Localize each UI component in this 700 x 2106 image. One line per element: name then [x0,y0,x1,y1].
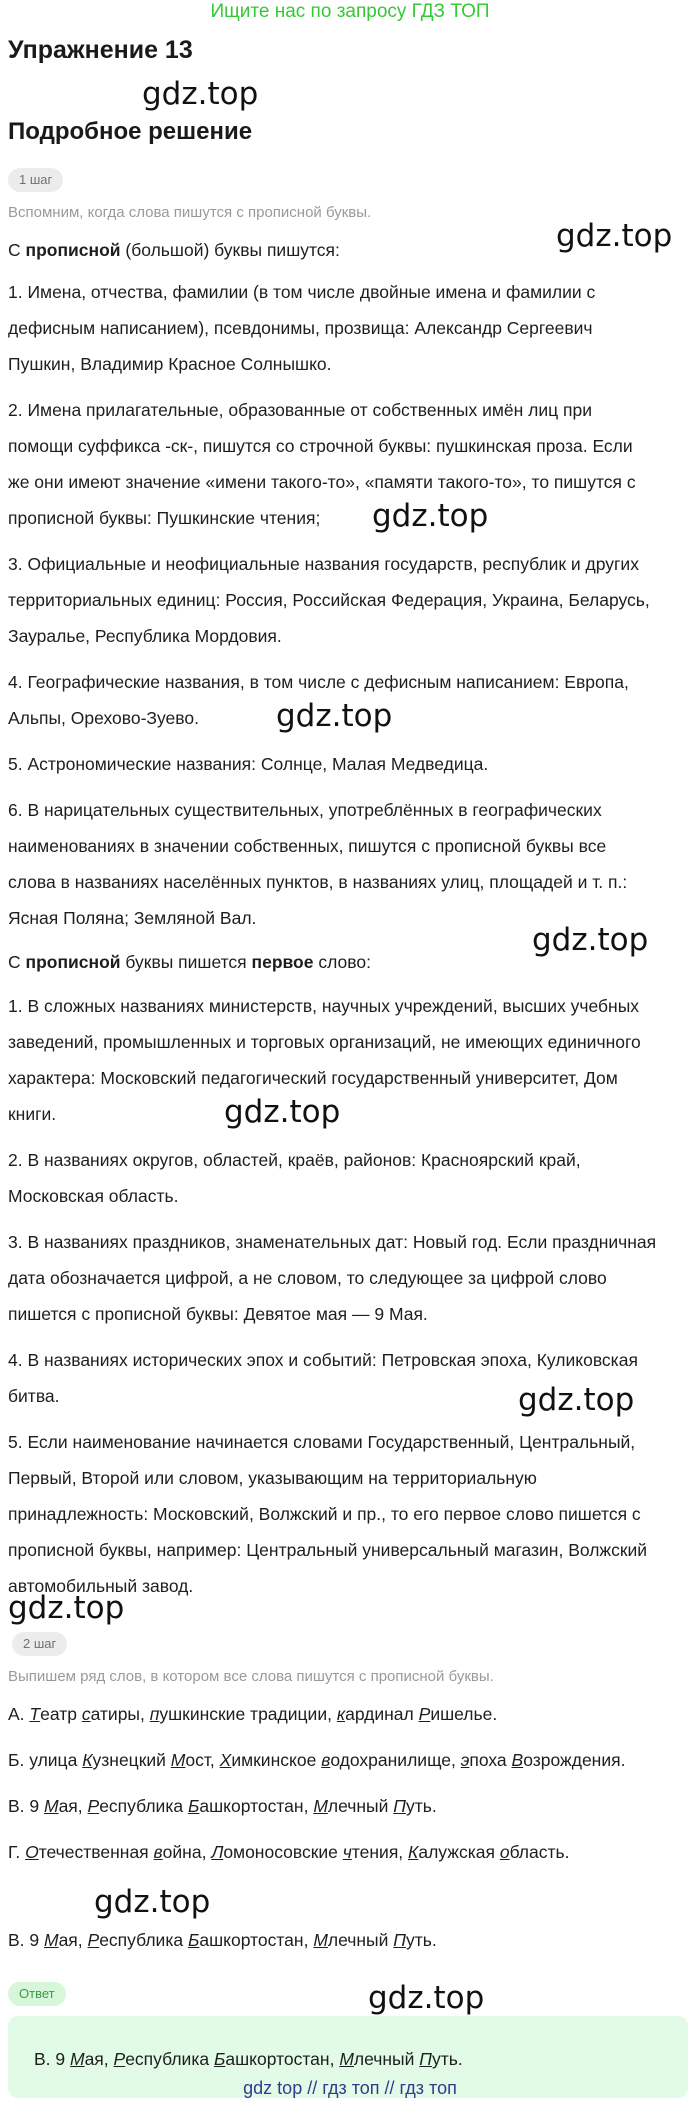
rule-line: принадлежность: Московский, Волжский и пр., то его первое слово пишется с [8,1504,641,1524]
rule-line: прописной буквы, например: Центральный универсальный магазин, Волжский [8,1540,648,1560]
option-b: Б. улица Кузнецкий Мост, Химкинское водохранилище, эпоха Возрождения. [8,1750,626,1770]
answer-text: В. 9 Мая, Республика Башкортостан, Млечный Путь. [34,2049,463,2069]
rule-line: пишется с прописной буквы: Девятое мая — 9 Мая. [8,1304,428,1324]
option-v: В. 9 Мая, Республика Башкортостан, Млечный Путь. [8,1796,437,1816]
rule-line: 5. Если наименование начинается словами Государственный, Центральный, [8,1432,636,1452]
solution-title: Подробное решение [8,118,253,145]
top-banner[interactable]: Ищите нас по запросу ГДЗ ТОП [210,1,490,22]
rule-line: слова в названиях населённых пунктов, в названиях улиц, площадей и т. п.: [8,872,628,892]
rule-intro: С прописной буквы пишется первое слово: [8,952,371,972]
rule-line: дата обозначается цифрой, а не словом, то следующее за цифрой слово [8,1268,607,1288]
watermark: gdz.top [556,218,673,254]
rule-line: 5. Астрономические названия: Солнце, Малая Медведица. [8,754,489,774]
rule-line: 2. Имена прилагательные, образованные от собственных имён лиц при [8,400,593,420]
rule-line: помощи суффикса -ск-, пишутся со строчной буквы: пушкинская проза. Если [8,436,633,456]
watermark: gdz.top [276,698,393,734]
exercise-title: Упражнение 13 [8,36,193,64]
step-badge: 1 шаг [8,168,63,192]
rule-line: книги. [8,1104,57,1124]
rule-intro: С прописной (большой) буквы пишутся: [8,240,340,260]
rule-line: 3. Официальные и неофициальные названия государств, республик и других [8,554,639,574]
chosen-option: В. 9 Мая, Республика Башкортостан, Млечный Путь. [8,1930,437,1950]
rule-line: битва. [8,1386,60,1406]
option-a: А. Театр сатиры, пушкинские традиции, кардинал Ришелье. [8,1704,498,1724]
rule-line: прописной буквы: Пушкинские чтения; [8,508,321,528]
watermark: gdz.top [94,1884,211,1920]
rule-line: наименованиях в значении собственных, пишутся с прописной буквы все [8,836,607,856]
rule-line: же они имеют значение «имени такого-то», «памяти такого-то», то пишутся с [8,472,636,492]
option-g: Г. Отечественная война, Ломоносовские чтения, Калужская область. [8,1842,570,1862]
rule-line: 4. Географические названия, в том числе с дефисным написанием: Европа, [8,672,629,692]
watermark: gdz.top [532,922,649,958]
step-hint: Выпишем ряд слов, в котором все слова пишутся с прописной буквы. [8,1668,494,1685]
rule-line: территориальных единиц: Россия, Российская Федерация, Украина, Беларусь, [8,590,650,610]
rule-line: Первый, Второй или словом, указывающим на территориальную [8,1468,537,1488]
rule-line: Московская область. [8,1186,179,1206]
watermark: gdz.top [372,498,489,534]
rule-line: Альпы, Орехово-Зуево. [8,708,199,728]
step-hint: Вспомним, когда слова пишутся с прописной буквы. [8,204,372,221]
watermark: gdz.top [518,1382,635,1418]
rule-line: 2. В названиях округов, областей, краёв, районов: Красноярский край, [8,1150,581,1170]
answer-badge: Ответ [8,1982,66,2006]
watermark: gdz.top [368,1980,485,2016]
watermark: gdz.top [142,76,259,112]
rule-line: Зауралье, Республика Мордовия. [8,626,282,646]
rule-line: Ясная Поляна; Земляной Вал. [8,908,257,928]
rule-line: характера: Московский педагогический государственный университет, Дом [8,1068,618,1088]
rule-line: Пушкин, Владимир Красное Солнышко. [8,354,332,374]
rule-line: 1. В сложных названиях министерств, научных учреждений, высших учебных [8,996,640,1016]
footer-links[interactable]: gdz top // гдз топ // гдз топ [243,2078,457,2098]
rule-line: 3. В названиях праздников, знаменательных дат: Новый год. Если праздничная [8,1232,657,1252]
step-badge: 2 шаг [12,1632,67,1656]
rule-line: заведений, промышленных и торговых организаций, не имеющих единичного [8,1032,641,1052]
watermark: gdz.top [8,1590,125,1626]
rule-line: автомобильный завод. [8,1576,194,1596]
rule-line: дефисным написанием), псевдонимы, прозвища: Александр Сергеевич [8,318,593,338]
rule-line: 1. Имена, отчества, фамилии (в том числе двойные имена и фамилии с [8,282,596,302]
rule-line: 6. В нарицательных существительных, употреблённых в географических [8,800,602,820]
watermark: gdz.top [224,1094,341,1130]
rule-line: 4. В названиях исторических эпох и событий: Петровская эпоха, Куликовская [8,1350,638,1370]
